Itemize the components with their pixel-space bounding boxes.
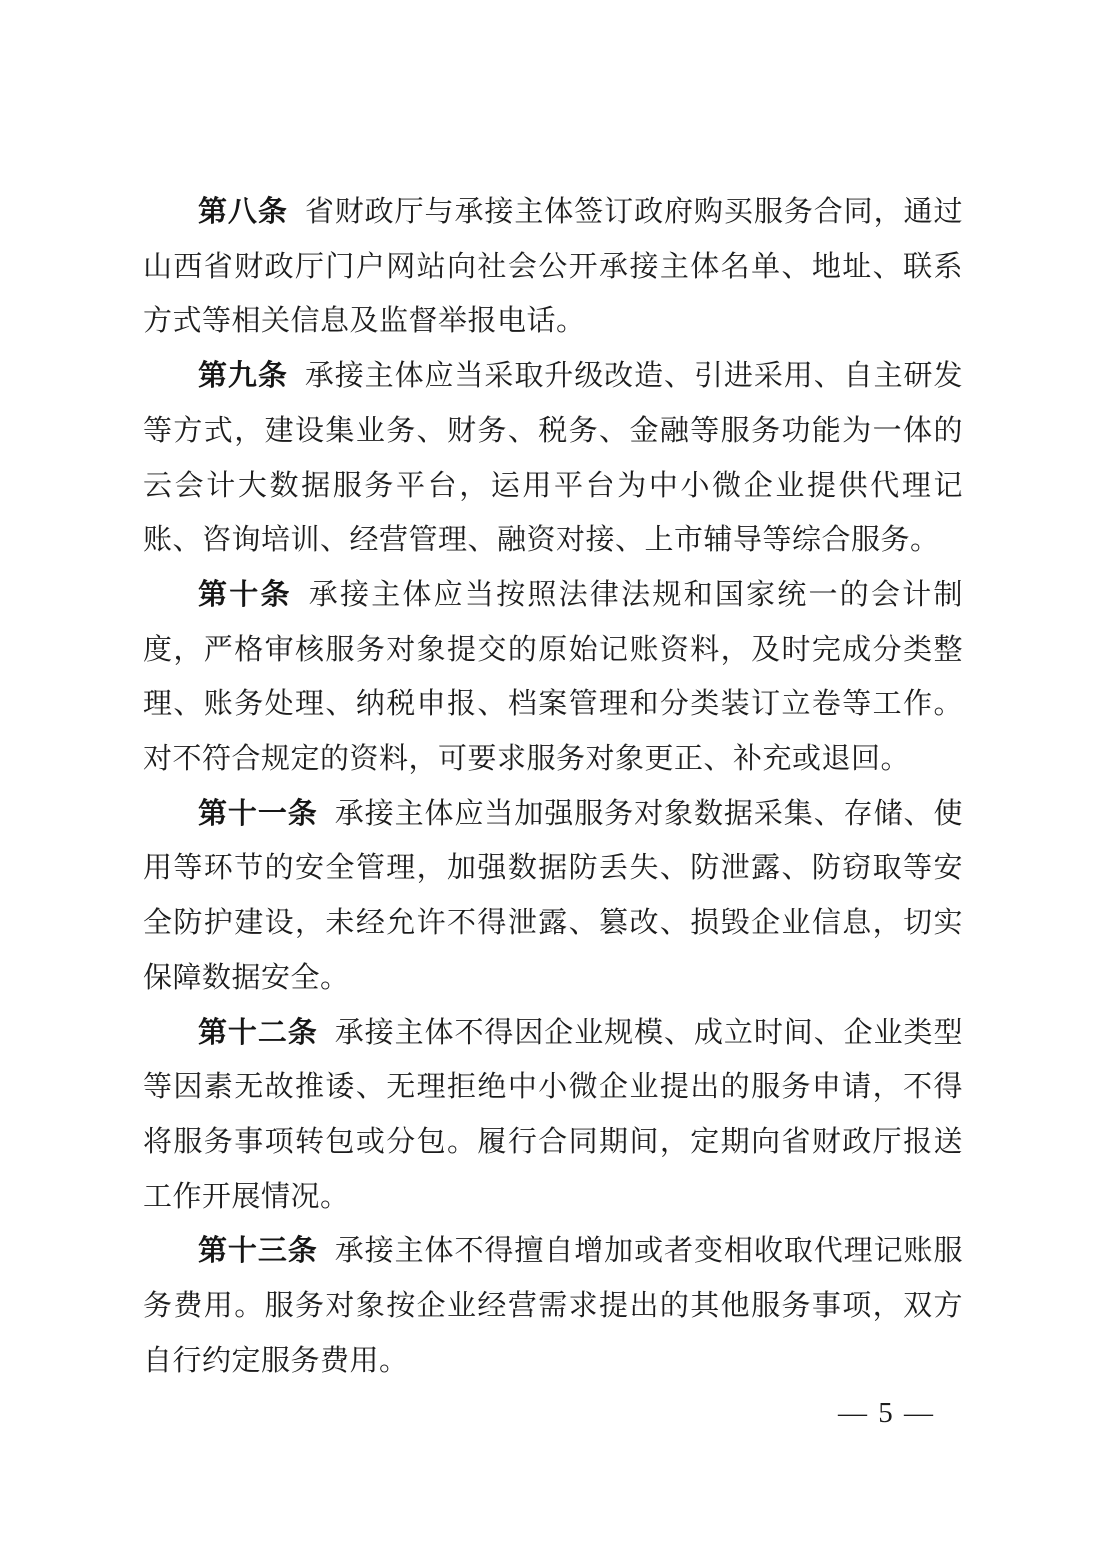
article-number: 第九条 (198, 360, 288, 393)
article-text: 承接主体应当加强服务对象数据采集、存储、使用等环节的安全管理，加强数据防丢失、防泄露、防窃取等安全防护建设，未经允许不得泄露、篡改、损毁企业信息，切实保障数据安全。 (143, 797, 963, 994)
article-number: 第十条 (198, 578, 292, 611)
article-paragraph-8 (143, 185, 963, 349)
article-paragraph-12 (143, 1006, 963, 1225)
article-text: 承接主体不得擅自增加或者变相收取代理记账服务费用。服务对象按企业经营需求提出的其他服务事项，双方自行约定服务费用。 (143, 1235, 963, 1377)
article-text: 承接主体应当采取升级改造、引进采用、自主研发等方式，建设集业务、财务、税务、金融等服务功能为一体的云会计大数据服务平台，运用平台为中小微企业提供代理记账、咨询培训、经营管理、融资对接、上市辅导等综合服务。 (143, 360, 963, 557)
article-number: 第十一条 (198, 797, 318, 830)
article-number: 第十二条 (198, 1016, 318, 1049)
article-paragraph-10 (143, 568, 963, 787)
page-number: — 5 — (838, 1397, 935, 1429)
article-number: 第八条 (198, 196, 288, 228)
article-paragraph-9 (143, 349, 963, 568)
article-paragraph-13 (143, 1224, 963, 1388)
article-text: 承接主体不得因企业规模、成立时间、企业类型等因素无故推诿、无理拒绝中小微企业提出的服务申请，不得将服务事项转包或分包。履行合同期间，定期向省财政厅报送工作开展情况。 (143, 1016, 963, 1213)
document-body (143, 185, 963, 1388)
article-text: 省财政厅与承接主体签订政府购买服务合同，通过山西省财政厅门户网站向社会公开承接主体名单、地址、联系方式等相关信息及监督举报电话。 (143, 196, 963, 338)
article-text: 承接主体应当按照法律法规和国家统一的会计制度，严格审核服务对象提交的原始记账资料，及时完成分类整理、账务处理、纳税申报、档案管理和分类装订立卷等工作。对不符合规定的资料，可要求服务对象更正、补充或退回。 (143, 578, 963, 776)
article-number: 第十三条 (198, 1235, 318, 1268)
article-paragraph-11 (143, 787, 963, 1006)
